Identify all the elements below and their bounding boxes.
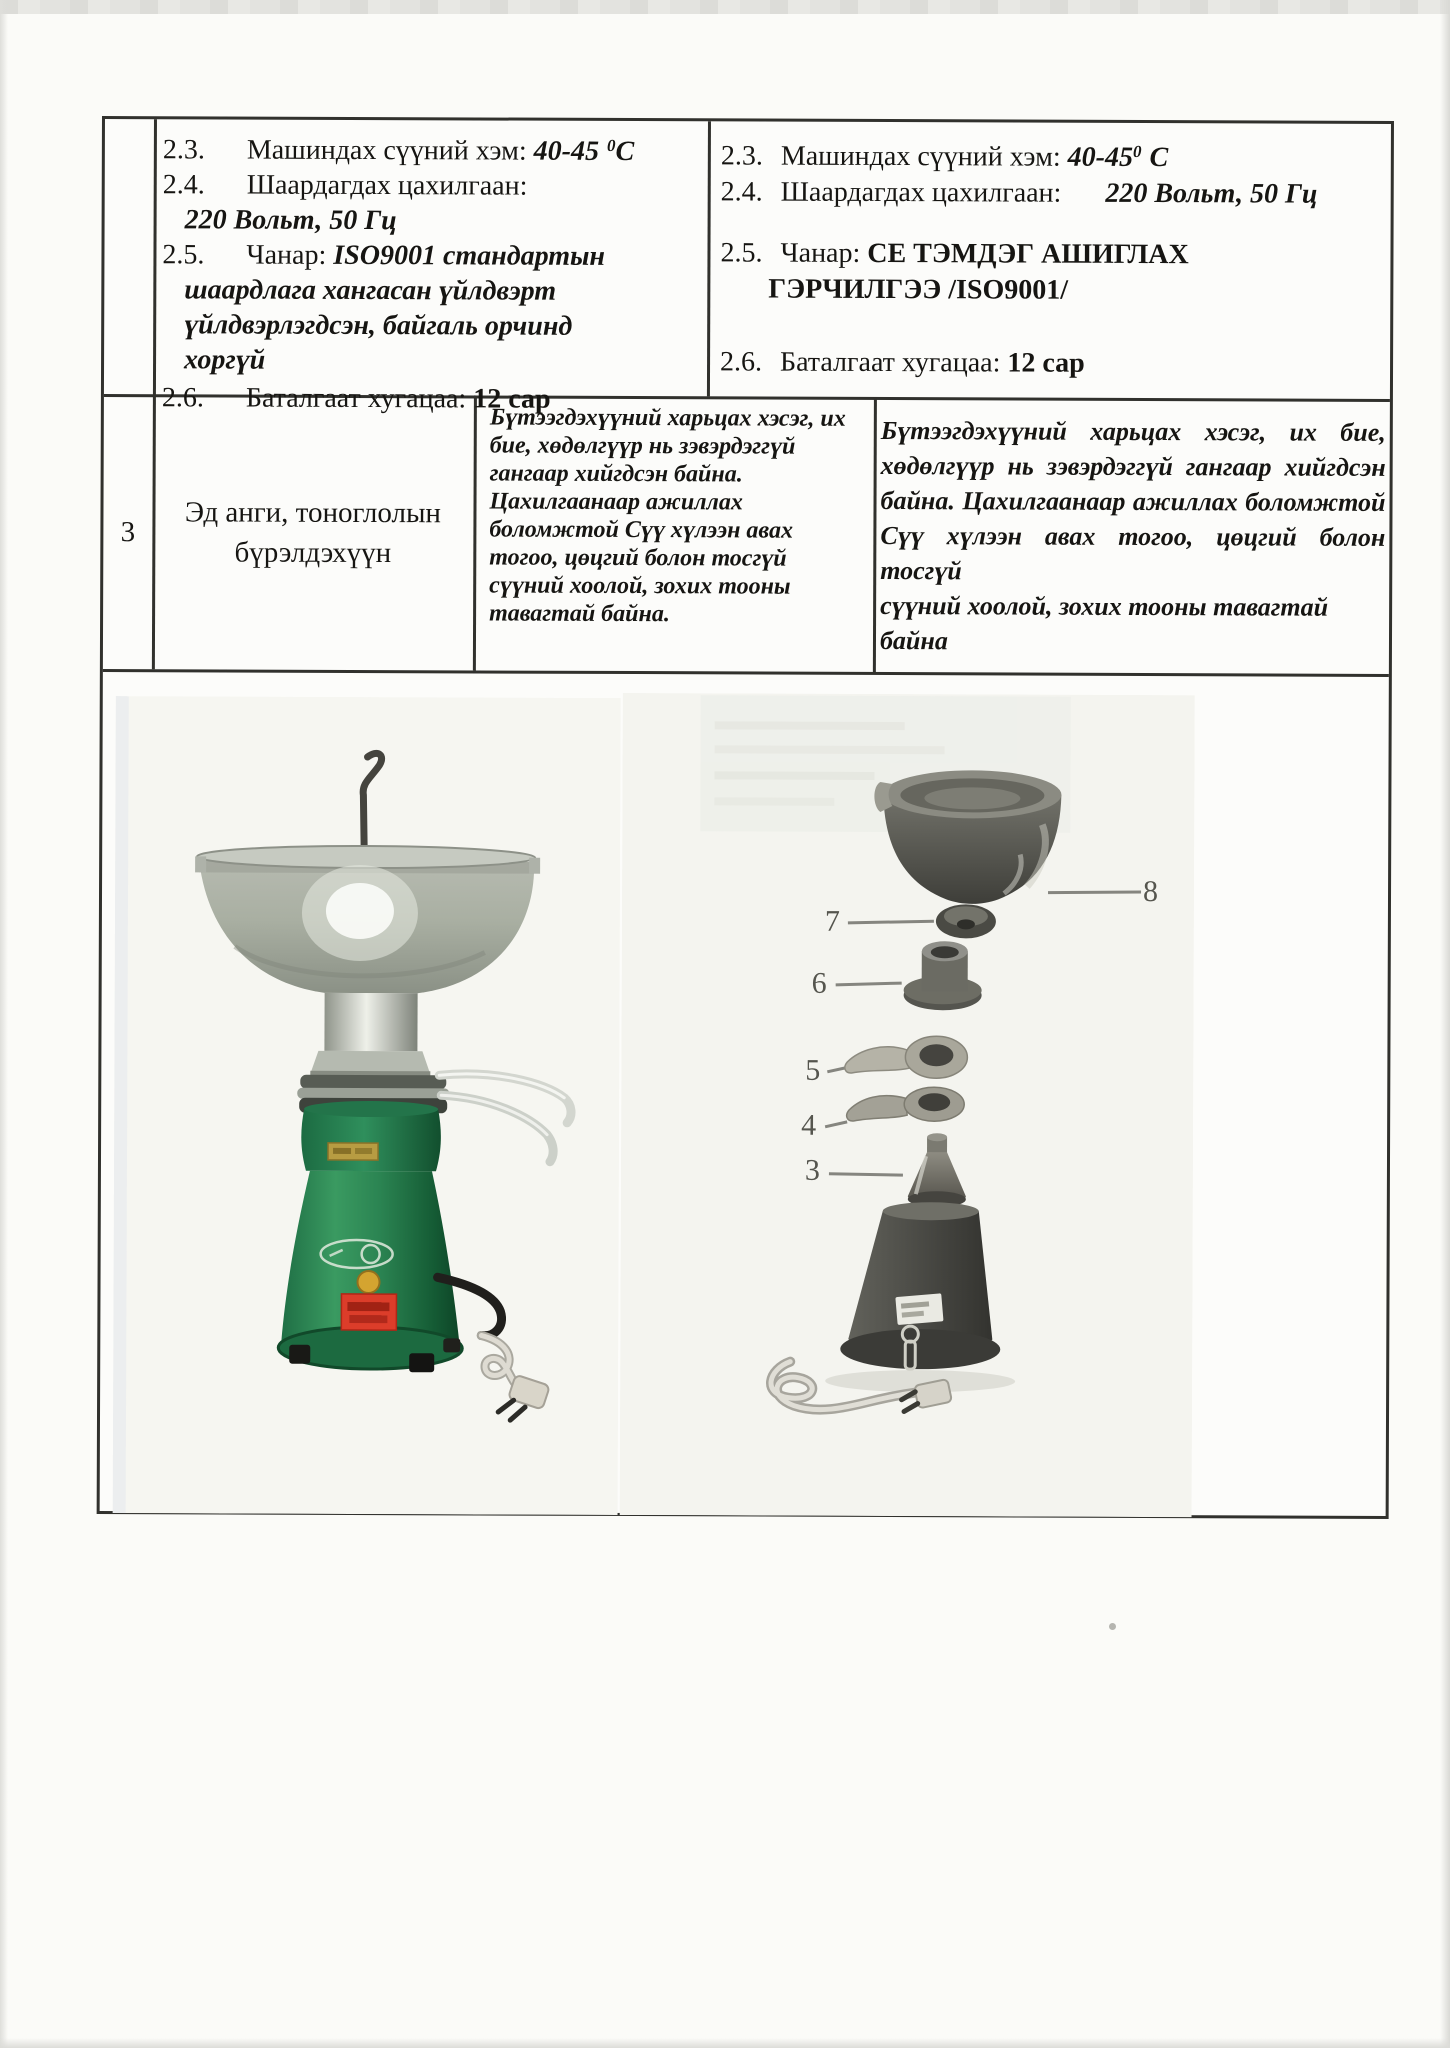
right-text-line: сүүний хоолой, зохих тооны тавагтай байна <box>879 590 1329 656</box>
row3-label: Эд анги, тоноглолын бүрэлдэхүүн <box>184 495 442 569</box>
spec-continuation: үйлдвэрлэгдсэн, байгаль орчинд <box>184 309 573 342</box>
scan-edge-right <box>1440 0 1450 2048</box>
photo-assembled-separator <box>113 696 621 1515</box>
spec-line <box>721 132 1383 177</box>
spec-continuation: шаардлага хангасан үйлдвэрт <box>184 274 557 307</box>
item-number: 2.3. <box>162 134 205 166</box>
part-label-3: 3 <box>804 1153 821 1187</box>
mid-text-line: Цахилгаанаар ажиллах <box>489 488 743 516</box>
bowl-neck <box>310 993 430 1077</box>
item-number: 2.4. <box>720 176 763 208</box>
separator-illustration <box>113 696 621 1515</box>
item-number: 2.3. <box>720 140 763 172</box>
row3-number-cell <box>103 394 153 669</box>
part-label-7: 7 <box>824 904 840 938</box>
base-white-label <box>895 1293 943 1325</box>
spec-text: Баталгаат хугацаа: 12 сар <box>245 382 551 415</box>
row-divider-2 <box>103 669 1389 676</box>
spec-text: Баталгаат хугацаа: 12 сар <box>780 346 1085 379</box>
spec-text: Шаардагдах цахилгаан: 220 Вольт, 50 Гц <box>780 176 1318 210</box>
item-number: 2.5. <box>162 239 205 271</box>
motor-body-upper <box>301 1101 441 1172</box>
scan-edge-top <box>0 0 1450 14</box>
right-text-line: Бүтээгдэхүүний харьцах хэсэг, их бие, <box>880 415 1386 447</box>
item-number: 2.6. <box>720 346 763 378</box>
spec-line <box>721 174 1383 213</box>
mid-text-line: боломжтой Сүү хүлээн авах <box>489 516 794 544</box>
mid-text-line: бие, хөдөлгүүр нь зэвэрдэггүй <box>489 432 796 460</box>
mid-text-line: гангаар хийгдсэн байна. <box>489 460 743 488</box>
red-switch-label <box>341 1294 396 1330</box>
spec-continuation: хоргүй <box>184 344 266 376</box>
mid-text-line: Бүтээгдэхүүний харьцах хэсэг, их <box>489 404 846 432</box>
mid-text-line: тогоо, цөцгий болон тосгүй <box>489 544 787 572</box>
col-divider-spec <box>707 121 711 396</box>
mid-text-line: сүүний хоолой, зохих тооны <box>489 572 791 600</box>
spec-continuation: ГЭРЧИЛГЭЭ /ISO9001/ <box>768 273 1069 306</box>
part-label-4: 4 <box>801 1108 817 1142</box>
spec-line <box>163 167 705 204</box>
row-number: 3 <box>120 515 136 548</box>
part-label-8: 8 <box>1142 875 1159 909</box>
spec-text: Шаардагдах цахилгаан: <box>246 169 528 202</box>
power-indicator-dot <box>357 1271 379 1293</box>
right-text-line: байна. Цахилгаанаар ажиллах боломжтой <box>880 485 1386 517</box>
right-text-line: Сүү хүлээн авах тогоо, цөцгий болон тосгүй <box>880 520 1386 586</box>
part-cap-7 <box>936 904 996 938</box>
photo-exploded-diagram <box>620 693 1195 1517</box>
spec-line <box>163 126 705 169</box>
part-label-6: 6 <box>811 966 827 1000</box>
scan-edge-bottom <box>0 2038 1450 2048</box>
right-text-line: хөдөлгүүр нь зэвэрдэггүй гангаар хийгдсэн <box>880 450 1386 482</box>
spec-table <box>97 116 1394 1519</box>
spec-line <box>720 344 1382 383</box>
spec-continuation: 220 Вольт, 50 Гц <box>184 204 397 237</box>
row3-right-cell <box>880 413 1386 660</box>
spec-line <box>162 237 704 274</box>
item-number: 2.5. <box>720 237 763 269</box>
spec-cell-left <box>162 126 705 417</box>
exploded-diagram-illustration <box>620 693 1195 1517</box>
spec-text: Чанар: ISO9001 стандартын <box>246 239 606 272</box>
part-label-5: 5 <box>805 1053 821 1087</box>
spec-cell-right <box>720 132 1383 389</box>
col-divider-mid <box>873 397 877 672</box>
spec-text: Чанар: СЕ ТЭМДЭГ АШИГЛАХ <box>780 237 1189 271</box>
scan-edge-left <box>0 0 8 2048</box>
bowl-rim-tab <box>195 856 206 872</box>
spec-line <box>720 235 1382 274</box>
row3-label-cell <box>152 394 474 670</box>
item-number: 2.6. <box>161 382 204 414</box>
row3-mid-cell <box>489 403 862 628</box>
scan-speck <box>1109 1623 1116 1630</box>
item-number: 2.4. <box>162 169 205 201</box>
bowl-rim-tab <box>529 858 540 874</box>
motor-body-cone <box>278 1171 463 1370</box>
mid-text-line: тавагтай байна. <box>489 600 670 628</box>
spec-text: Машиндах сүүний хэм: 40-45 $^0$C <box>246 134 635 168</box>
spec-text: Машиндах сүүний хэм: $40-45^0$ C <box>780 140 1169 174</box>
